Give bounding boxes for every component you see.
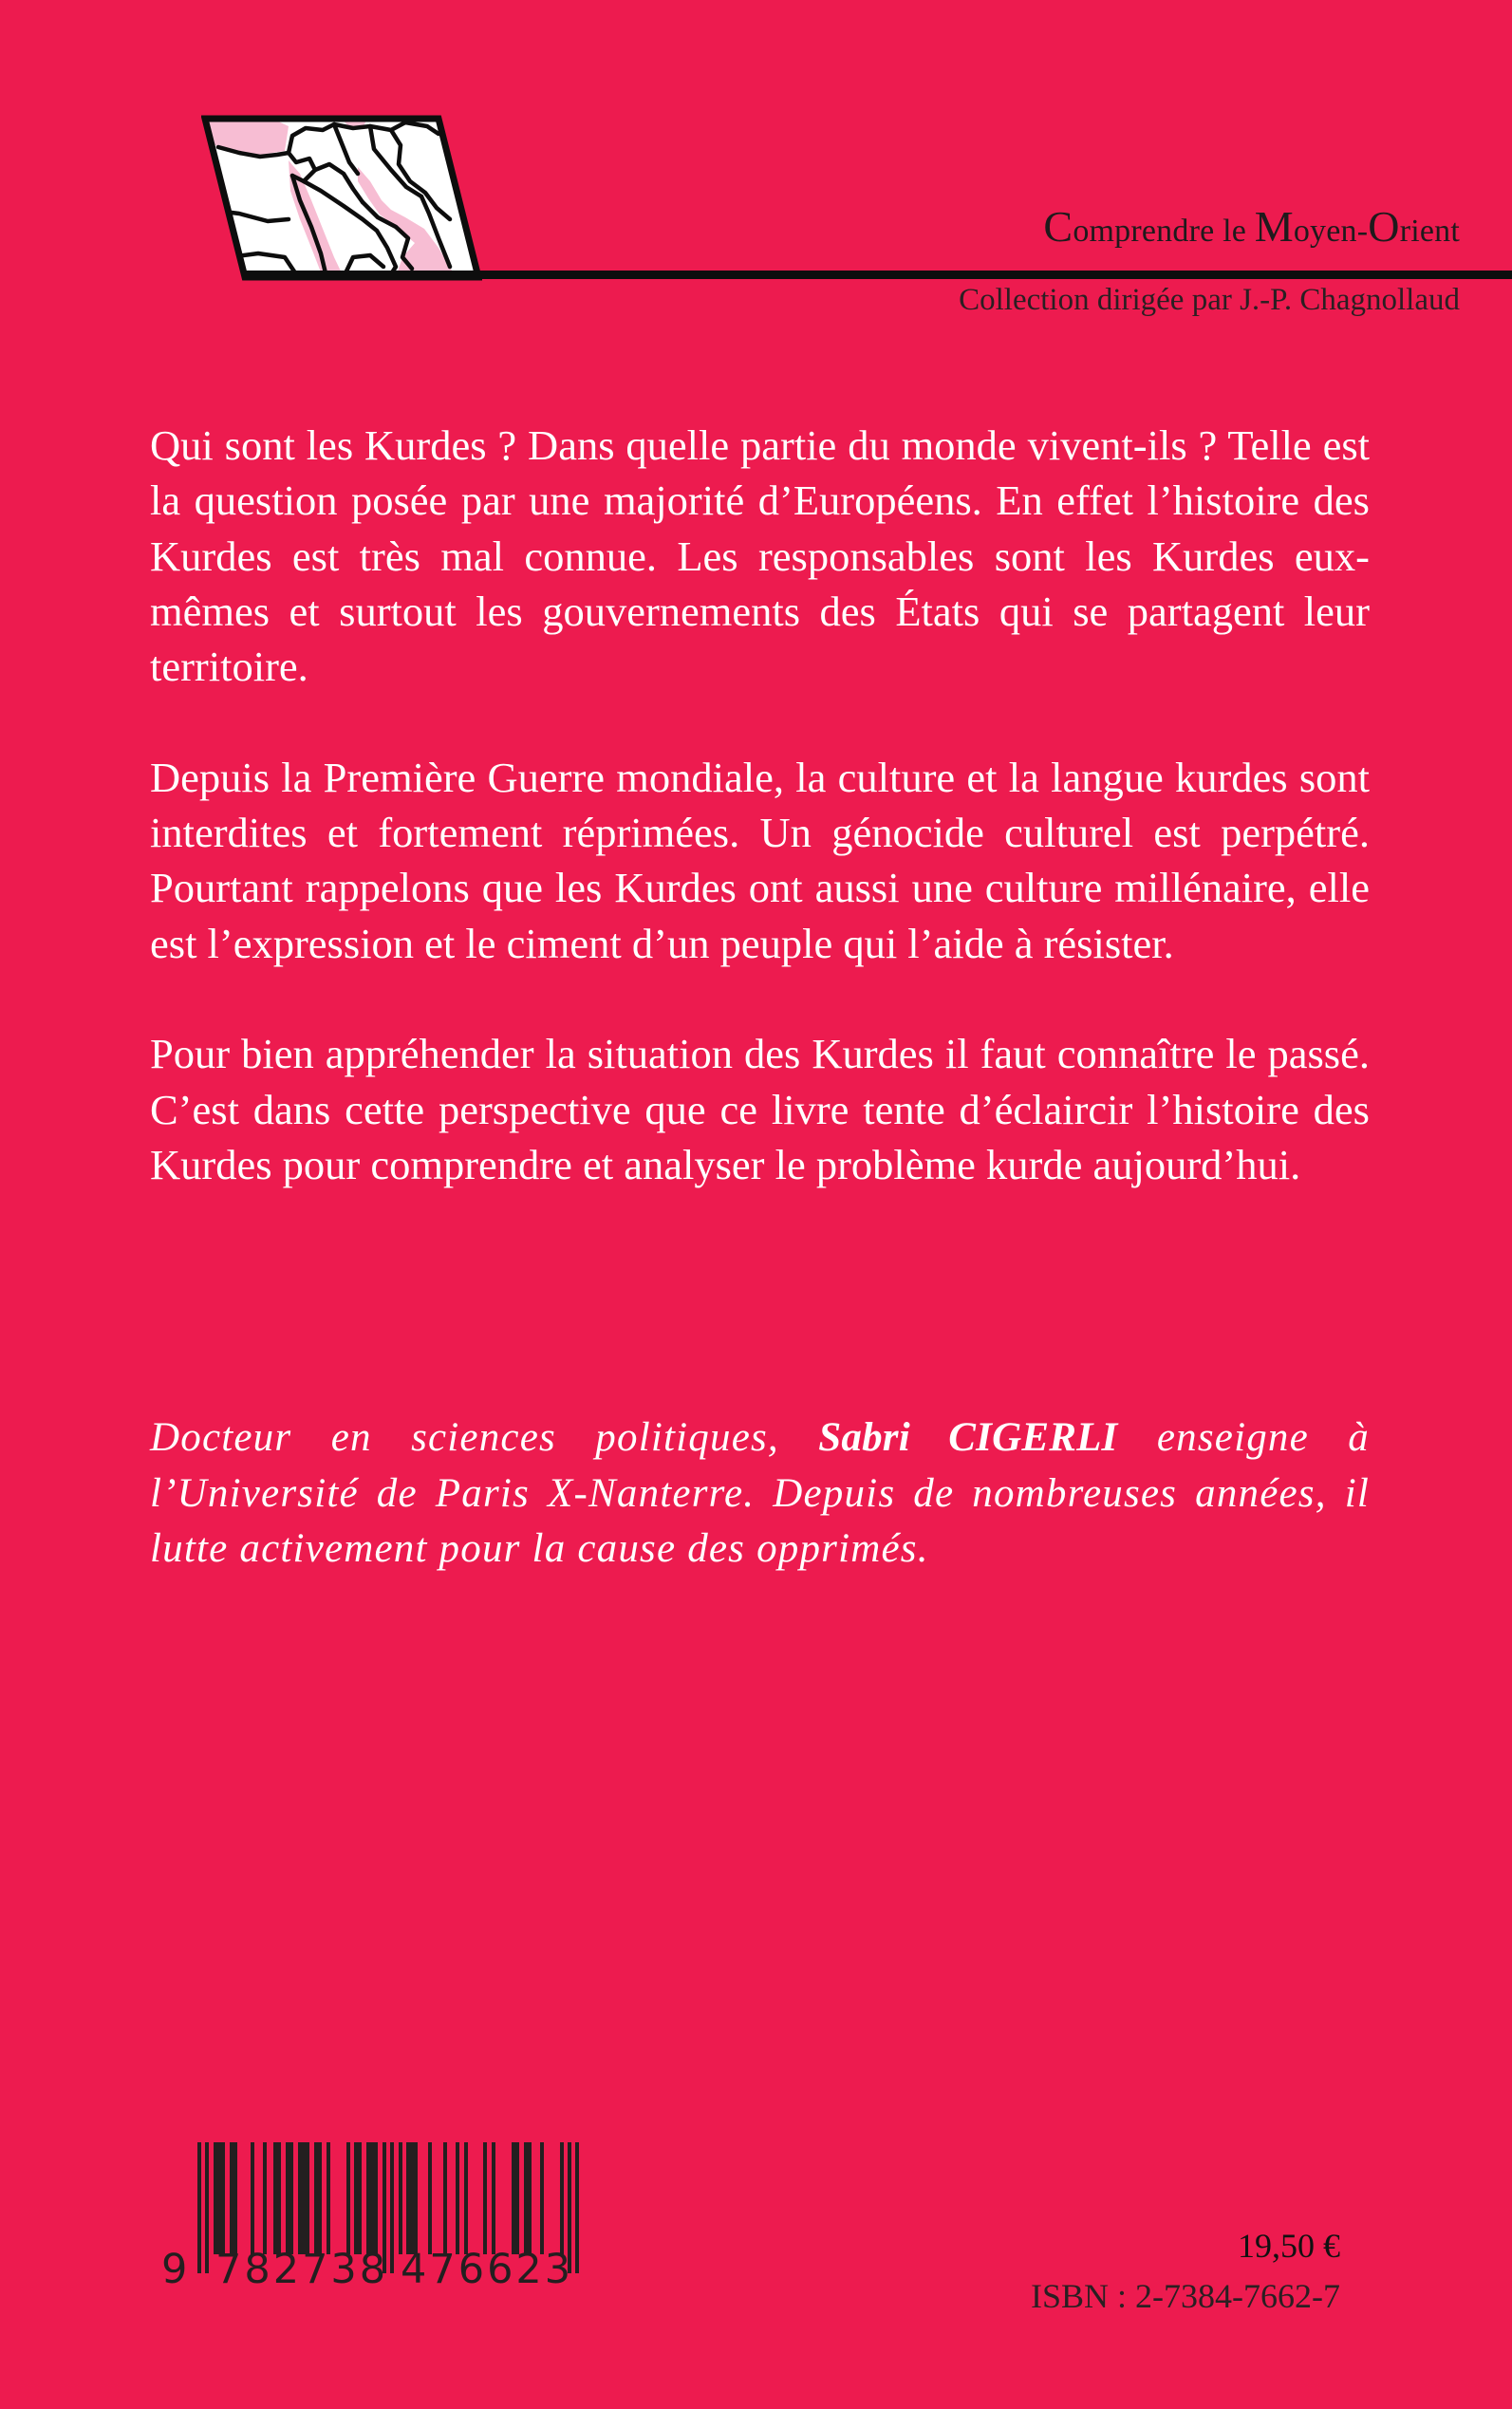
barcode-digit-first: 9	[161, 2246, 188, 2293]
blurb	[150, 418, 1370, 1247]
author-bio-after: enseigne à l’Université de Paris X-Nanterre. Depuis de nombreuses années, il lutte activement pour la cause des opprimés.	[150, 1415, 1370, 1571]
series-title-part: oyen-	[1293, 214, 1369, 249]
series-director: Collection dirigée par J.-P. Chagnollaud	[959, 283, 1460, 317]
blurb-paragraph-2: Depuis la Première Guerre mondiale, la culture et la langue kurdes sont interdites et fortement réprimées. Un génocide culturel est perpétré. Pourtant rappelons que les Kurdes ont aussi une culture millénaire, elle est l’expression et le ciment d’un peuple qui l’aide à résister.	[150, 753, 1370, 967]
blurb-paragraph-1: Qui sont les Kurdes ? Dans quelle partie du monde vivent-ils ? Telle est la question posée par une majorité d’Européens. En effet l’histoire des Kurdes est très mal connue. Les responsables sont les Kurdes eux-mêmes et surtout les gouvernements des États qui se partagent leur territoire.	[150, 421, 1370, 691]
barcode-digits-right: 476623	[401, 2246, 574, 2293]
series-title	[1043, 201, 1460, 252]
series-title-part: rient	[1399, 214, 1460, 249]
series-title-c: C	[1043, 202, 1073, 251]
series-title-m: M	[1254, 202, 1294, 251]
price: 19,50 €	[1238, 2227, 1340, 2265]
series-title-part: omprendre le	[1073, 214, 1255, 249]
header-rule	[245, 271, 1512, 279]
barcode-digits-left: 782738	[215, 2246, 389, 2293]
author-name: Sabri CIGERLI	[818, 1415, 1118, 1460]
author-bio-before: Docteur en sciences politiques,	[150, 1415, 819, 1460]
author-bio	[150, 1410, 1370, 1578]
series-title-o: O	[1368, 202, 1400, 251]
blurb-paragraph-3: Pour bien appréhender la situation des Kurdes il faut connaître le passé. C’est dans cette perspective que ce livre tente d’éclaircir l’histoire des Kurdes pour comprendre et analyser le problème kurde aujourd’hui.	[150, 1030, 1370, 1188]
isbn: ISBN : 2-7384-7662-7	[1031, 2277, 1340, 2315]
middle-east-map-icon	[201, 115, 482, 281]
